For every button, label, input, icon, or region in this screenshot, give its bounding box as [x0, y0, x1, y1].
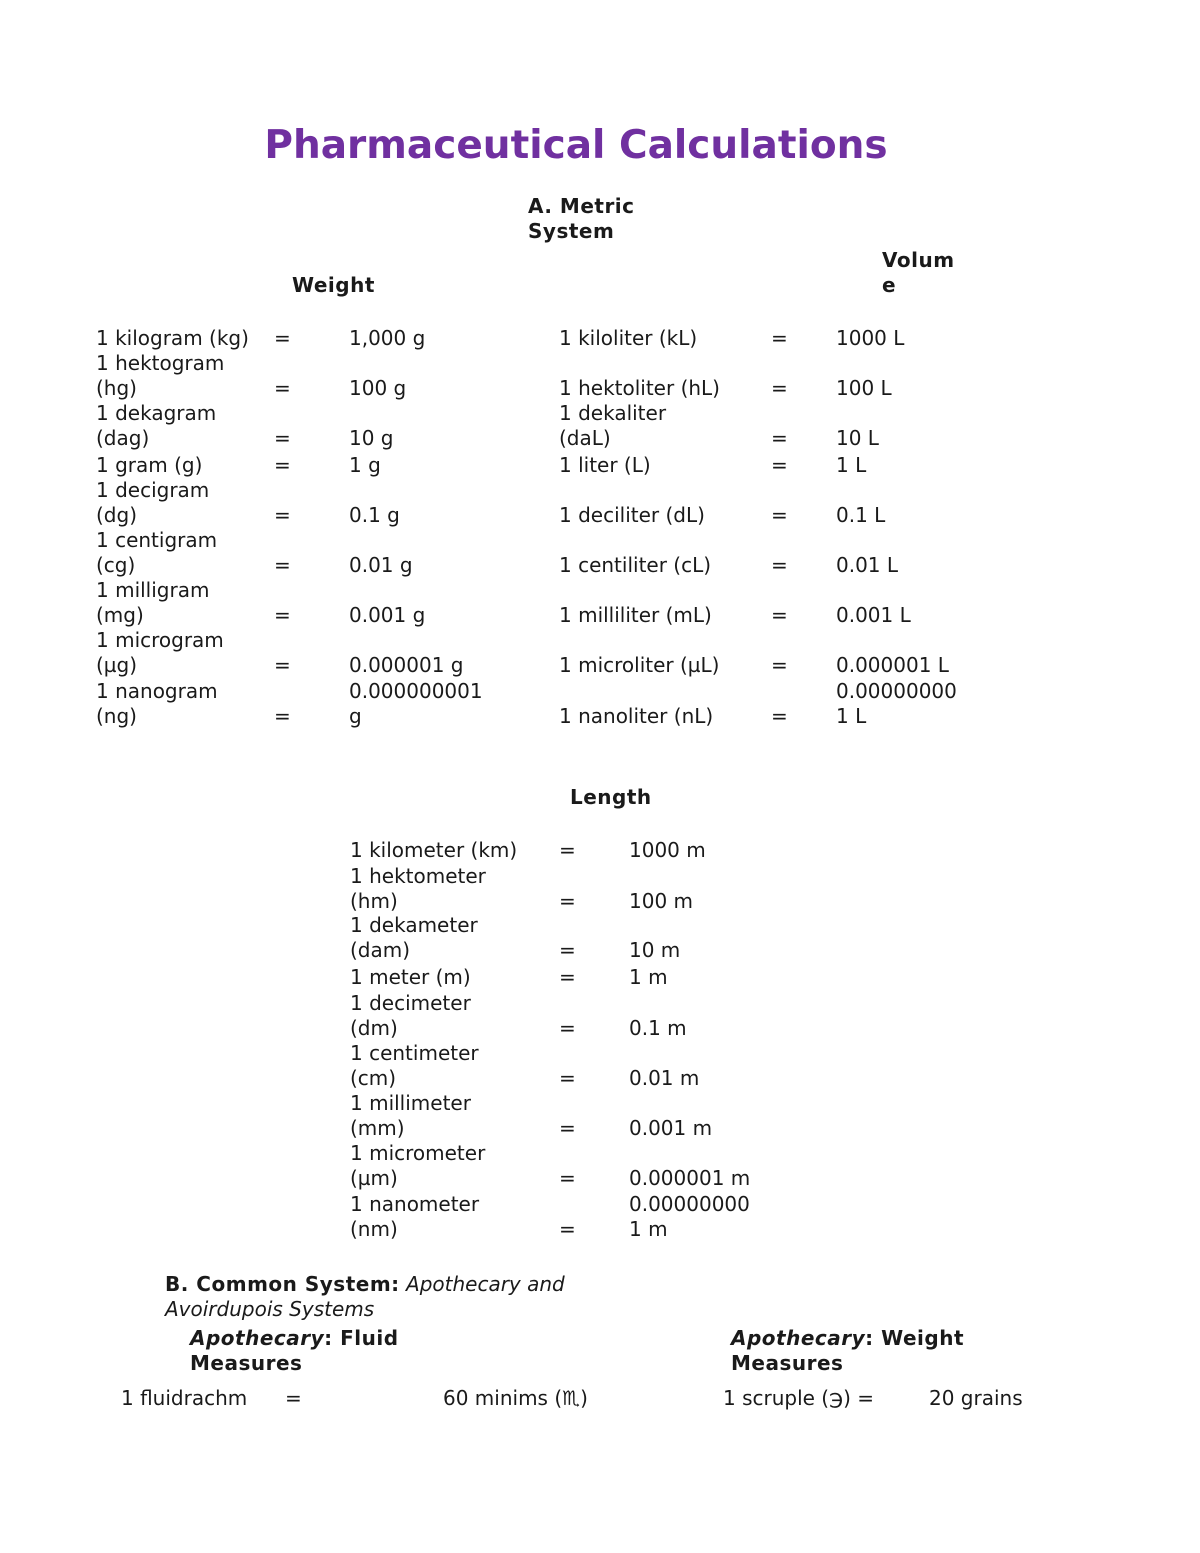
length-equals: =: [559, 1116, 576, 1140]
weight-unit-abbrev: (µg): [96, 653, 138, 677]
section-a-heading-line2: System: [528, 219, 615, 243]
metric-row: [0, 453, 1200, 478]
length-row: [0, 1141, 1200, 1191]
weight-unit-label: 1 dekagram: [96, 401, 217, 425]
weight-value: 0.000000001: [349, 679, 483, 703]
volume-equals: =: [771, 553, 788, 577]
section-b-heading: [165, 1272, 565, 1297]
metric-row: [0, 326, 1200, 351]
apothecary-weight-italic: Apothecary: [731, 1326, 866, 1350]
metric-row: [0, 628, 1200, 678]
length-value-line2: 0.001 m: [629, 1116, 713, 1140]
volume-value-line2: 0.01 L: [836, 553, 899, 577]
length-unit-abbrev: (cm): [350, 1066, 397, 1090]
weight-heading: Weight: [292, 273, 375, 297]
volume-unit-label: 1 liter (L): [559, 453, 651, 477]
scruple-label: 1 scruple (℈) =: [723, 1386, 874, 1410]
length-unit-label: 1 hektometer: [350, 864, 486, 888]
length-value-line2: 1 m: [629, 1217, 668, 1241]
apothecary-weight-heading-line2: Measures: [731, 1351, 844, 1375]
weight-value-line2: 100 g: [349, 376, 407, 400]
length-unit-label: 1 millimeter: [350, 1091, 471, 1115]
length-equals: =: [559, 938, 576, 962]
weight-unit-label: 1 gram (g): [96, 453, 203, 477]
length-row: [0, 913, 1200, 963]
length-unit-abbrev: (µm): [350, 1166, 398, 1190]
volume-unit-abbrev: 1 hektoliter (hL): [559, 376, 720, 400]
section-b-heading-bold: B. Common System:: [165, 1272, 400, 1296]
weight-unit-abbrev: (dg): [96, 503, 137, 527]
length-unit-label: 1 kilometer (km): [350, 838, 518, 862]
length-unit-label: 1 dekameter: [350, 913, 478, 937]
volume-value-line2: 0.000001 L: [836, 653, 949, 677]
weight-unit-abbrev: (dag): [96, 426, 150, 450]
weight-equals: =: [274, 553, 291, 577]
length-value-line2: 0.01 m: [629, 1066, 700, 1090]
apothecary-fluid-heading: [190, 1326, 399, 1351]
volume-value: 1 L: [836, 453, 867, 477]
length-equals: =: [559, 889, 576, 913]
length-heading: Length: [570, 785, 652, 809]
weight-equals: =: [274, 453, 291, 477]
weight-equals: =: [274, 326, 291, 350]
length-equals: =: [559, 838, 576, 862]
length-row: [0, 864, 1200, 914]
weight-equals: =: [274, 426, 291, 450]
volume-value-line2: 10 L: [836, 426, 879, 450]
metric-row: [0, 528, 1200, 578]
volume-unit-label: 1 dekaliter: [559, 401, 667, 425]
volume-unit-label: 1 kiloliter (kL): [559, 326, 698, 350]
weight-unit-label: 1 kilogram (kg): [96, 326, 249, 350]
length-row: [0, 991, 1200, 1041]
length-unit-abbrev: (mm): [350, 1116, 405, 1140]
length-unit-label: 1 meter (m): [350, 965, 471, 989]
length-value-line2: 10 m: [629, 938, 681, 962]
volume-value: 1000 L: [836, 326, 905, 350]
length-value-line2: 0.1 m: [629, 1016, 687, 1040]
length-unit-abbrev: (hm): [350, 889, 398, 913]
length-row: [0, 1091, 1200, 1141]
weight-value-line2: 0.1 g: [349, 503, 400, 527]
length-equals: =: [559, 1066, 576, 1090]
section-b-heading-italic: Apothecary and: [406, 1272, 565, 1296]
section-b-heading-line2: Avoirdupois Systems: [165, 1297, 375, 1321]
volume-value-line2: 0.1 L: [836, 503, 886, 527]
length-value-line2: 0.000001 m: [629, 1166, 751, 1190]
length-equals: =: [559, 1217, 576, 1241]
length-equals: =: [559, 1166, 576, 1190]
length-value: 1 m: [629, 965, 668, 989]
weight-equals: =: [274, 653, 291, 677]
length-unit-label: 1 decimeter: [350, 991, 471, 1015]
volume-unit-abbrev: (daL): [559, 426, 611, 450]
length-value-line2: 100 m: [629, 889, 694, 913]
scruple-value: 20 grains: [929, 1386, 1023, 1410]
weight-equals: =: [274, 704, 291, 728]
weight-unit-label: 1 milligram: [96, 578, 210, 602]
length-value: 0.00000000: [629, 1192, 750, 1216]
weight-value-line2: 0.001 g: [349, 603, 426, 627]
volume-equals: =: [771, 653, 788, 677]
weight-unit-label: 1 microgram: [96, 628, 224, 652]
metric-row: [0, 478, 1200, 528]
volume-equals: =: [771, 376, 788, 400]
volume-equals: =: [771, 326, 788, 350]
apothecary-fluid-heading-line2: Measures: [190, 1351, 303, 1375]
length-unit-label: 1 micrometer: [350, 1141, 486, 1165]
weight-value-line2: g: [349, 704, 362, 728]
metric-row: [0, 351, 1200, 401]
weight-value: 1,000 g: [349, 326, 426, 350]
length-value: 1000 m: [629, 838, 706, 862]
volume-value-line2: 1 L: [836, 704, 867, 728]
volume-equals: =: [771, 426, 788, 450]
length-row: [0, 838, 1200, 863]
volume-unit-abbrev: 1 nanoliter (nL): [559, 704, 714, 728]
apothecary-fluid-rest: : Fluid: [324, 1326, 399, 1350]
weight-value-line2: 0.000001 g: [349, 653, 464, 677]
volume-value: 0.00000000: [836, 679, 957, 703]
volume-equals: =: [771, 603, 788, 627]
weight-unit-label: 1 decigram: [96, 478, 210, 502]
length-equals: =: [559, 965, 576, 989]
volume-heading-line1: Volum: [882, 248, 955, 272]
length-equals: =: [559, 1016, 576, 1040]
volume-unit-abbrev: 1 deciliter (dL): [559, 503, 705, 527]
fluidrachm-equals: =: [285, 1386, 302, 1410]
length-row: [0, 1041, 1200, 1091]
volume-value-line2: 100 L: [836, 376, 892, 400]
length-row: [0, 965, 1200, 990]
weight-equals: =: [274, 603, 291, 627]
volume-equals: =: [771, 453, 788, 477]
weight-unit-label: 1 centigram: [96, 528, 218, 552]
page-title: Pharmaceutical Calculations: [264, 123, 888, 168]
weight-unit-label: 1 nanogram: [96, 679, 218, 703]
volume-equals: =: [771, 503, 788, 527]
volume-value-line2: 0.001 L: [836, 603, 911, 627]
metric-row: [0, 578, 1200, 628]
metric-row: [0, 679, 1200, 729]
volume-unit-abbrev: 1 milliliter (mL): [559, 603, 712, 627]
weight-unit-abbrev: (ng): [96, 704, 137, 728]
weight-value: 1 g: [349, 453, 381, 477]
volume-heading-line2: e: [882, 273, 897, 297]
fluidrachm-label: 1 fluidrachm: [121, 1386, 248, 1410]
volume-unit-abbrev: 1 centiliter (cL): [559, 553, 712, 577]
length-unit-abbrev: (dam): [350, 938, 411, 962]
length-row: [0, 1192, 1200, 1242]
volume-equals: =: [771, 704, 788, 728]
length-unit-abbrev: (nm): [350, 1217, 398, 1241]
apothecary-fluid-italic: Apothecary: [190, 1326, 325, 1350]
apothecary-weight-heading: [731, 1326, 964, 1351]
length-unit-label: 1 nanometer: [350, 1192, 480, 1216]
weight-unit-abbrev: (mg): [96, 603, 144, 627]
weight-unit-abbrev: (cg): [96, 553, 136, 577]
volume-unit-abbrev: 1 microliter (µL): [559, 653, 720, 677]
apothecary-weight-rest: : Weight: [865, 1326, 964, 1350]
length-unit-label: 1 centimeter: [350, 1041, 479, 1065]
weight-equals: =: [274, 376, 291, 400]
metric-row: [0, 401, 1200, 451]
section-a-heading-line1: A. Metric: [528, 194, 635, 218]
weight-value-line2: 0.01 g: [349, 553, 413, 577]
weight-value-line2: 10 g: [349, 426, 394, 450]
weight-unit-abbrev: (hg): [96, 376, 137, 400]
fluidrachm-value: 60 minims (♏): [443, 1386, 588, 1410]
weight-equals: =: [274, 503, 291, 527]
weight-unit-label: 1 hektogram: [96, 351, 225, 375]
length-unit-abbrev: (dm): [350, 1016, 398, 1040]
